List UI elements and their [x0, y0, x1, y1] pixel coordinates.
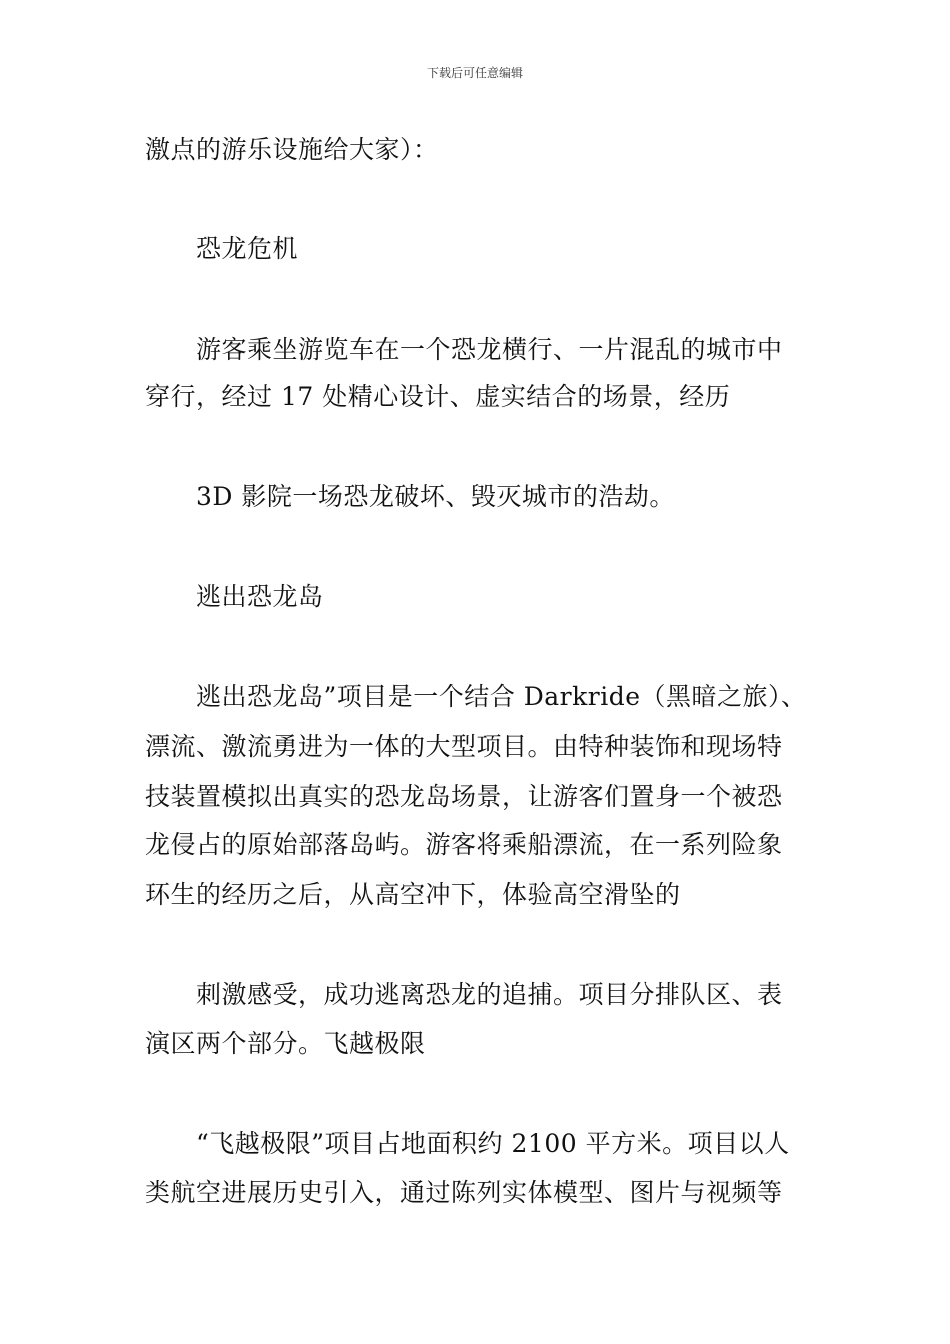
page-header-note: 下载后可任意编辑	[426, 66, 523, 80]
body-line: 刺激感受，成功逃离恐龙的追捕。项目分排队区、表	[196, 980, 783, 1009]
body-line: 环生的经历之后，从高空冲下，体验高空滑坠的	[145, 880, 681, 909]
body-line: 游客乘坐游览车在一个恐龙横行、一片混乱的城市中	[196, 335, 783, 364]
section-heading-dinosaur-crisis: 恐龙危机	[196, 234, 299, 263]
body-line: 激点的游乐设施给大家）：	[145, 135, 439, 164]
body-line: “飞越极限”项目占地面积约 2100 平方米。项目以人	[196, 1129, 790, 1158]
section-heading-escape-dinosaur-island: 逃出恐龙岛	[196, 582, 324, 611]
body-line: 技装置模拟出真实的恐龙岛场景，让游客们置身一个被恐	[145, 782, 783, 811]
body-line: 龙侵占的原始部落岛屿。游客将乘船漂流，在一系列险象	[145, 830, 783, 859]
body-line: 漂流、激流勇进为一体的大型项目。由特种装饰和现场特	[145, 732, 783, 761]
body-line: 类航空进展历史引入，通过陈列实体模型、图片与视频等	[145, 1178, 783, 1207]
body-line: 穿行，经过 17 处精心设计、虚实结合的场景，经历	[145, 382, 731, 411]
body-line: 3D 影院一场恐龙破坏、毁灭城市的浩劫。	[196, 482, 675, 511]
body-line: 演区两个部分。飞越极限	[145, 1029, 426, 1058]
body-line: 逃出恐龙岛”项目是一个结合 Darkride（黑暗之旅）、	[196, 682, 807, 711]
